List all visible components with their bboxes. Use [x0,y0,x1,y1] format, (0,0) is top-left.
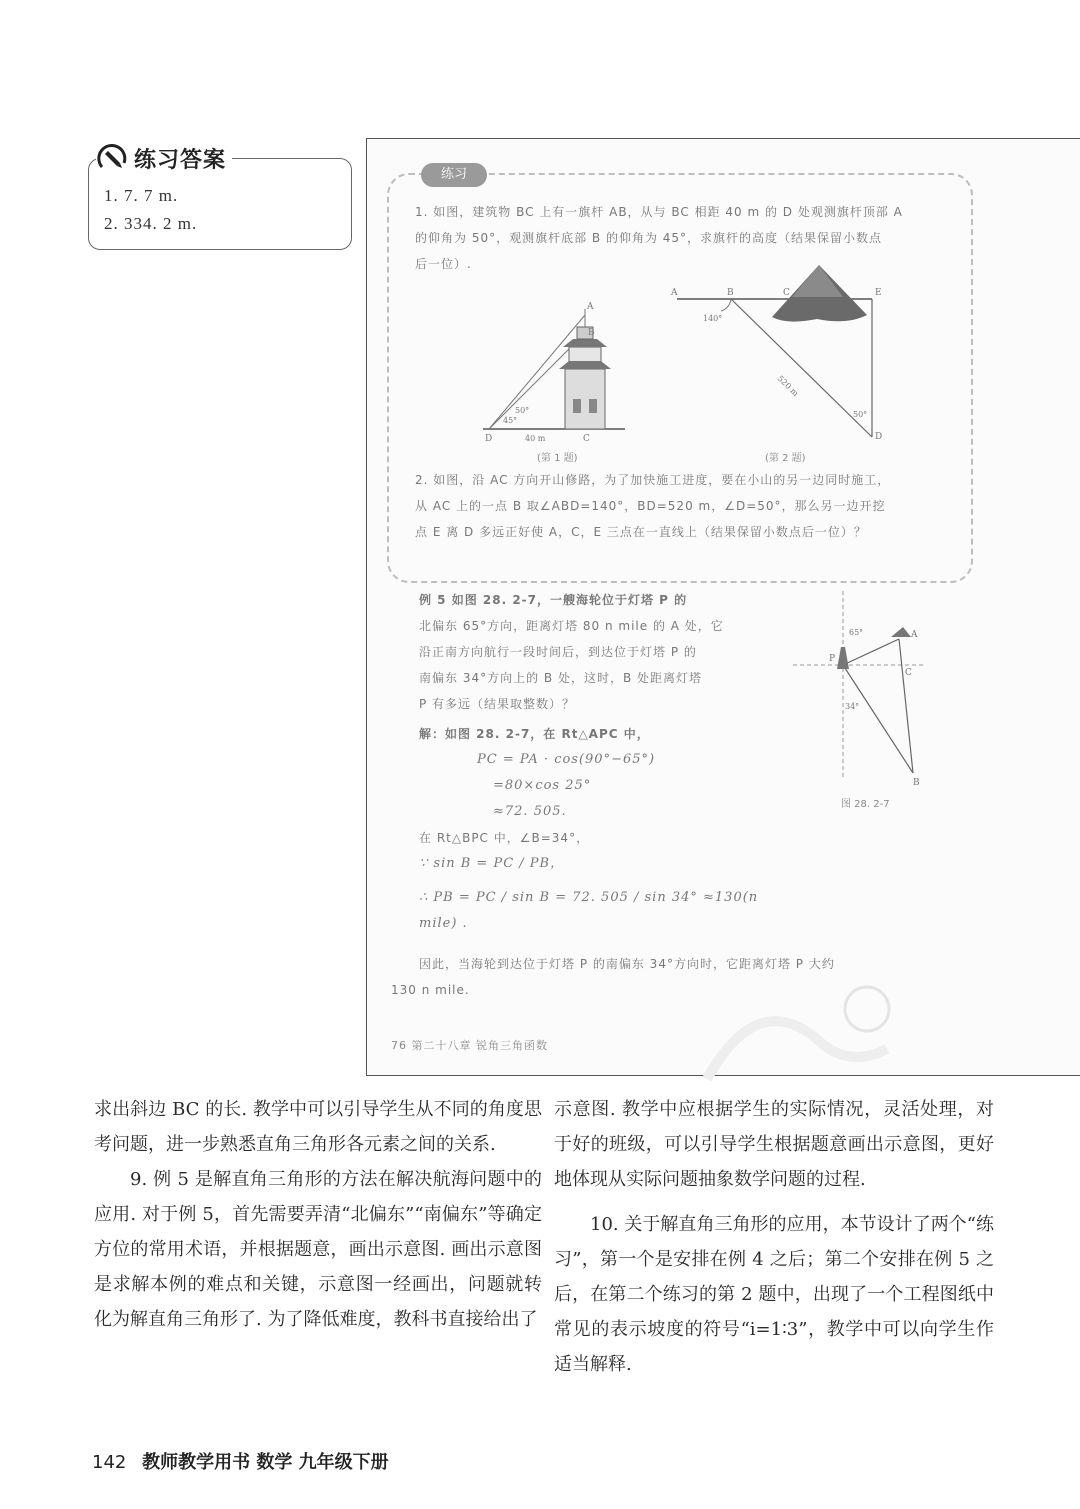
example-5: 例 5 如图 28. 2-7，一艘海轮位于灯塔 P 的 北偏东 65°方向，距离灯塔 80 n mile 的 A 处，它 沿正南方向航行一段时间后，到达位于灯塔 P 的 南偏东 34°方向上的 B 处，这时，B 处距离灯塔 P 有多远（结果取整数）？ [419,593,724,711]
fig2-label-e: E [875,288,882,298]
fig3-angle-34: 34° [845,702,860,711]
answer-title: 练习答案 [134,147,227,173]
answer-header [96,138,232,178]
fig3-label-b: B [913,778,920,788]
watermark-logo [697,979,897,1089]
fig2-angle-d: 50° [853,410,868,419]
pencil-circle-icon [96,141,130,175]
fig2-label-d: D [875,432,883,442]
fig2-label-c: C [783,288,790,298]
left-column [94,1092,542,1337]
right-para-1: 示意图. 教学中应根据学生的实际情况，灵活处理，对于好的班级，可以引导学生根据题意画出示意图，更好地体现从实际问题抽象数学问题的过程. [554,1099,994,1190]
left-para-2: 9. 例 5 是解直角三角形的方法在解决航海问题中的应用. 对于例 5，首先需要弄清“北偏东”“南偏东”等确定方位的常用术语，并根据题意，画出示意图. 画出示意图是求解本例的难点和关键，示意图一经画出，问题就转化为解直角三角形了. 为了降低难度，教科书直接给出了 [94,1169,542,1330]
fig1-label-a: A [587,302,594,312]
fig1-angle-45: 45° [503,416,518,425]
fig2-angle-b: 140° [703,314,723,323]
fig3-label-a: A [911,630,918,640]
page-number: 142 [92,1452,127,1473]
exercise-q1: 1. 如图，建筑物 BC 上有一旗杆 AB，从与 BC 相距 40 m 的 D 处观测旗杆顶部 A 的仰角为 50°，观测旗杆底部 B 的仰角为 45°，求旗杆的高度（结果保留小数点 后一位）. [415,205,903,271]
fig1-caption: (第 1 题) [537,453,578,464]
page-footer [92,1448,389,1474]
answer-line-2: 2. 334. 2 m. [104,214,198,233]
fig1-label-b: B [588,328,595,338]
example-5-conclusion: 因此，当海轮到达位于灯塔 P 的南偏东 34°方向时，它距离灯塔 P 大约 130 n mile. [391,957,835,997]
book-title: 教师教学用书 数学 九年级下册 [142,1452,389,1473]
fig2-caption: (第 2 题) [765,453,806,464]
right-column [554,1092,994,1382]
fig1-label-d: D [485,434,493,444]
fig3-label-c: C [905,668,912,678]
exercise-q2: 2. 如图，沿 AC 方向开山修路，为了加快施工进度，要在小山的另一边同时施工， 从 AC 上的一点 B 取∠ABD=140°，BD=520 m，∠D=50°，那么另一边开挖 点 E 离 D 多远正好使 A，C，E 三点在一直线上（结果保留小数点后一位）？ [415,473,891,539]
fig2-label-a: A [671,288,678,298]
left-para-1: 求出斜边 BC 的长. 教学中可以引导学生从不同的角度思考问题，进一步熟悉直角三角形各元素之间的关系. [94,1099,542,1155]
textbook-page [366,138,1080,1076]
answer-line-1: 1. 7. 7 m. [104,186,179,205]
right-para-2: 10. 关于解直角三角形的应用，本节设计了两个“练习”，第一个是安排在例 4 之后；第二个安排在例 5 之后，在第二个练习的第 2 题中，出现了一个工程图纸中常见的表示坡度的符号“i=1∶3”，教学中可以向学生作适当解释. [554,1214,994,1375]
fig1-angle-50: 50° [515,406,530,415]
figure-28-2-7 [787,587,927,797]
fig1-dist: 40 m [525,434,546,443]
fig3-label-p: P [829,654,836,664]
example-5-solution: 解：如图 28. 2-7，在 Rt△APC 中， PC = PA · cos(90°−65°) =80×cos 25° ≈72. 505. 在 Rt△BPC 中，∠B=34°， ∵ sin B = PC / PB， ∴ PB = PC / sin B = 72. 505 / sin 34° ≈130(n mile) . [419,727,759,931]
figure-2-mountain [667,257,892,442]
textbook-page-footer: 76 第二十八章 锐角三角函数 [391,1039,548,1052]
figure-1-pagoda [475,299,635,449]
fig2-dist: 520 m [775,373,801,399]
fig3-angle-65: 65° [849,628,864,637]
exercise-tag: 练习 [421,163,487,187]
fig1-label-c: C [583,434,590,444]
fig3-caption: 图 28. 2-7 [841,799,890,810]
fig2-label-b: B [727,288,734,298]
